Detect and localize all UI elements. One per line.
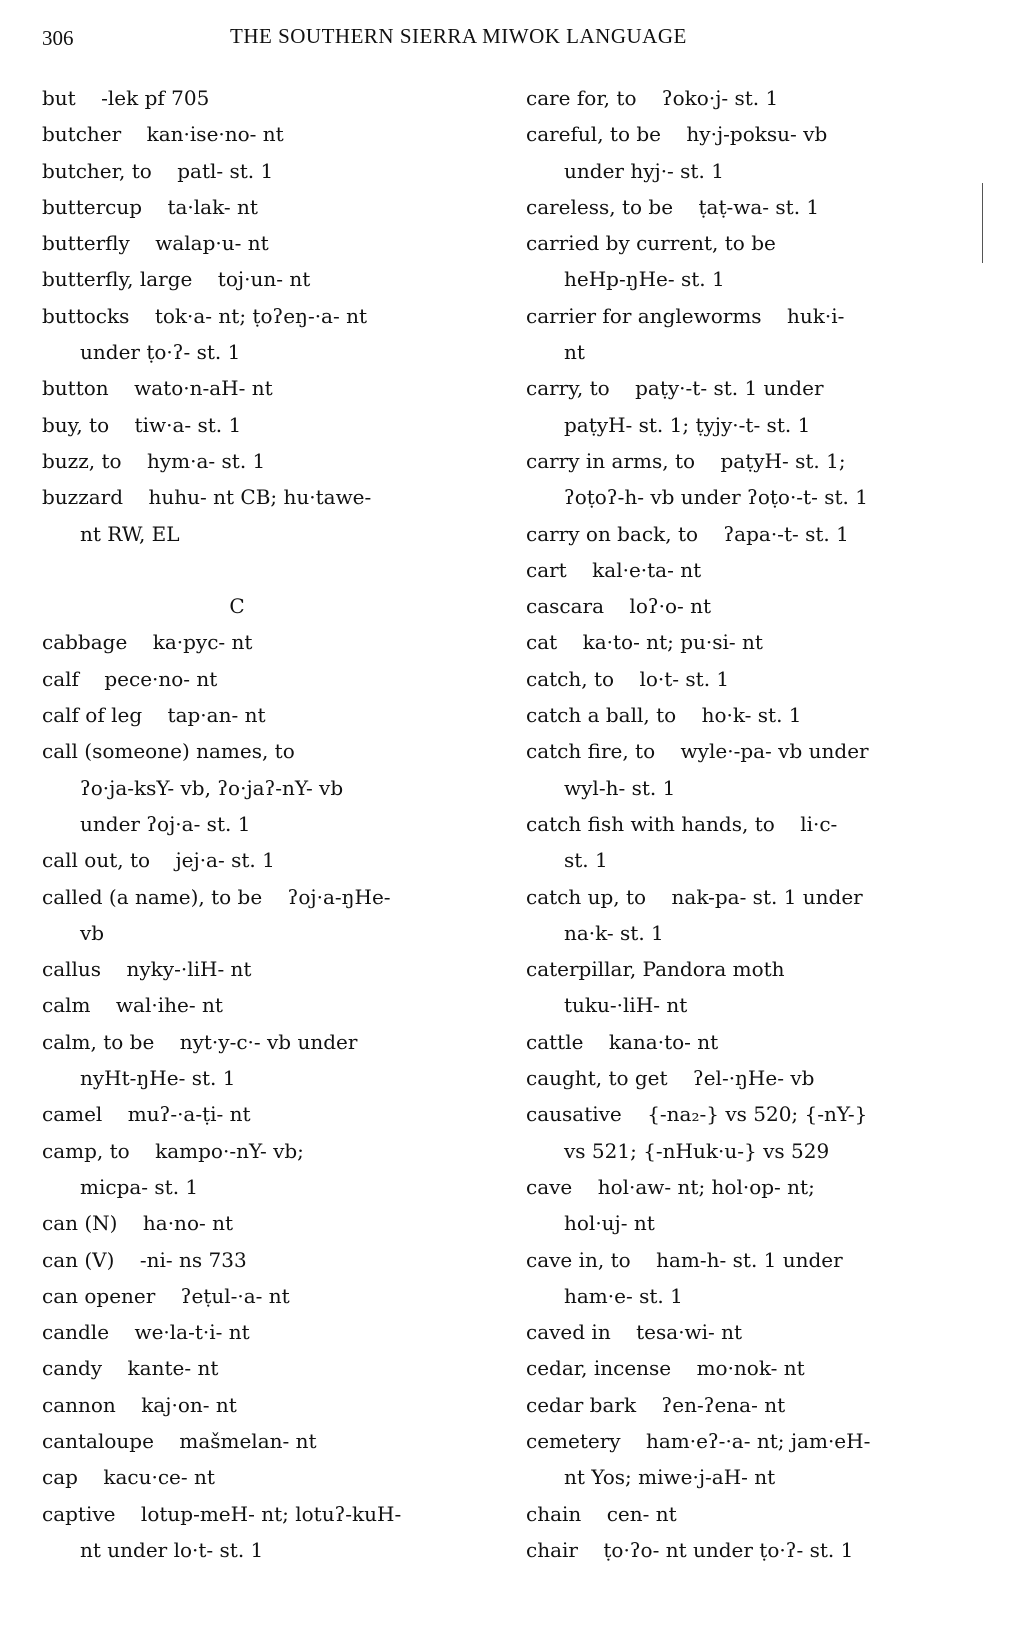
- entry-line: call (someone) names, to: [42, 739, 295, 764]
- entry-line: care for, to ʔoko·j- st. 1: [526, 86, 779, 110]
- entry-line: catch up, to nak-pa- st. 1 under: [526, 884, 863, 909]
- entry-line: candy kante- nt: [42, 1356, 219, 1381]
- entry-continuation: vb: [80, 920, 105, 945]
- entry-line: carry, to paṭy·-t- st. 1 under: [526, 376, 824, 401]
- entry-line: butcher, to patl- st. 1: [42, 158, 274, 183]
- entry-line: carried by current, to be: [526, 231, 776, 256]
- entry-continuation: paṭyH- st. 1; ṭyjy·-t- st. 1: [564, 412, 811, 437]
- entry-continuation: ʔo·ja-ksY- vb, ʔo·jaʔ-nY- vb: [80, 775, 344, 800]
- section-letter-heading: C: [229, 594, 245, 619]
- entry-continuation: under ʔoj·a- st. 1: [80, 811, 251, 836]
- entry-line: catch a ball, to ho·k- st. 1: [526, 703, 802, 728]
- entry-line: cantaloupe mašmelan- nt: [42, 1428, 317, 1453]
- entry-line: catch, to lo·t- st. 1: [526, 666, 730, 691]
- entry-line: cemetery ham·eʔ-·a- nt; jam·eH-: [526, 1428, 871, 1453]
- entry-line: cattle kana·to- nt: [526, 1029, 719, 1054]
- entry-line: buy, to tiw·a- st. 1: [42, 412, 242, 437]
- entry-line: carry in arms, to paṭyH- st. 1;: [526, 448, 846, 473]
- section-spacer: [42, 552, 492, 588]
- entry-line: cedar, incense mo·nok- nt: [526, 1356, 805, 1381]
- entry-continuation: tuku-·liH- nt: [564, 993, 688, 1018]
- entry-continuation: st. 1: [564, 848, 608, 873]
- entry-line: called (a name), to be ʔoj·a-ŋHe-: [42, 884, 391, 909]
- entry-line: butterfly, large toj·un- nt: [42, 267, 311, 292]
- entry-line: buzzard huhu- nt CB; hu·tawe-: [42, 485, 372, 510]
- entry-continuation: micpa- st. 1: [80, 1174, 199, 1199]
- entry-line: careless, to be ṭaṭ-wa- st. 1: [526, 194, 820, 219]
- entry-continuation: nyHt-ŋHe- st. 1: [80, 1066, 236, 1091]
- entry-line: cap kacu·ce- nt: [42, 1465, 215, 1490]
- entry-line: calm wal·ihe- nt: [42, 993, 223, 1018]
- entry-line: catch fish with hands, to li·c-: [526, 811, 838, 836]
- entry-line: calf pece·no- nt: [42, 666, 218, 691]
- entry-line: captive lotup-meH- nt; lotuʔ-kuH-: [42, 1501, 402, 1526]
- entry-line: butterfly walap·u- nt: [42, 231, 269, 256]
- entry-line: cave in, to ham-h- st. 1 under: [526, 1247, 843, 1272]
- entry-line: caught, to get ʔel-·ŋHe- vb: [526, 1066, 815, 1091]
- entry-line: cedar bark ʔen-ʔena- nt: [526, 1392, 786, 1417]
- entry-line: buttocks tok·a- nt; ṭoʔeŋ-·a- nt: [42, 303, 368, 328]
- margin-rule: [982, 183, 983, 263]
- entry-continuation: under ṭo·ʔ- st. 1: [80, 340, 241, 365]
- entry-line: can opener ʔeṭul-·a- nt: [42, 1283, 290, 1308]
- running-title: THE SOUTHERN SIERRA MIWOK LANGUAGE: [230, 24, 687, 48]
- entry-line: but -lek pf 705: [42, 86, 210, 110]
- entry-line: caterpillar, Pandora moth: [526, 957, 785, 982]
- entry-continuation: nt under lo·t- st. 1: [80, 1537, 264, 1562]
- entry-continuation: nt Yos; miwe·j-aH- nt: [564, 1465, 776, 1490]
- entry-line: button wato·n-aH- nt: [42, 376, 273, 401]
- right-column: [526, 80, 986, 1568]
- entry-line: cave hol·aw- nt; hol·op- nt;: [526, 1174, 815, 1199]
- entry-line: cascara loʔ·o- nt: [526, 594, 712, 619]
- entry-line: caved in tesa·wi- nt: [526, 1320, 743, 1345]
- entry-line: calf of leg tap·an- nt: [42, 703, 266, 728]
- entry-line: catch fire, to wyle·-pa- vb under: [526, 739, 869, 764]
- entry-line: call out, to jej·a- st. 1: [42, 848, 275, 873]
- entry-line: cannon kaj·on- nt: [42, 1392, 237, 1417]
- entry-line: carry on back, to ʔapa·-t- st. 1: [526, 521, 849, 546]
- entry-line: carrier for angleworms huk·i-: [526, 303, 845, 328]
- entry-continuation: nt RW, EL: [80, 521, 180, 546]
- entry-line: chair ṭo·ʔo- nt under ṭo·ʔ- st. 1: [526, 1537, 854, 1562]
- entry-line: chain cen- nt: [526, 1501, 677, 1526]
- entry-line: can (V) -ni- ns 733: [42, 1247, 247, 1272]
- entry-continuation: ham·e- st. 1: [564, 1283, 683, 1308]
- entry-line: cart kal·e·ta- nt: [526, 557, 702, 582]
- entry-line: candle we·la-t·i- nt: [42, 1320, 250, 1345]
- page-number: 306: [42, 26, 74, 50]
- entry-continuation: nt: [564, 340, 585, 365]
- entry-line: calm, to be nyt·y-c·- vb under: [42, 1029, 358, 1054]
- entry-line: buzz, to hym·a- st. 1: [42, 448, 266, 473]
- entry-line: camp, to kampo·-nY- vb;: [42, 1138, 304, 1163]
- entry-line: cat ka·to- nt; pu·si- nt: [526, 630, 763, 655]
- entry-line: causative {-na₂-} vs 520; {-nY-}: [526, 1102, 868, 1127]
- left-column: [42, 80, 492, 1568]
- entry-line: buttercup ta·lak- nt: [42, 194, 258, 219]
- entry-continuation: heHp-ŋHe- st. 1: [564, 267, 725, 292]
- entry-line: callus nyky-·liH- nt: [42, 957, 252, 982]
- entry-line: can (N) ha·no- nt: [42, 1211, 234, 1236]
- entry-continuation: hol·uj- nt: [564, 1211, 655, 1236]
- entry-continuation: ʔoṭoʔ-h- vb under ʔoṭo·-t- st. 1: [564, 485, 868, 510]
- entry-line: camel muʔ-·a-ṭi- nt: [42, 1102, 251, 1127]
- entry-continuation: wyl-h- st. 1: [564, 775, 676, 800]
- entry-line: careful, to be hy·j-poksu- vb: [526, 122, 828, 147]
- entry-continuation: under hyj·- st. 1: [564, 158, 724, 183]
- entry-line: cabbage ka·pyc- nt: [42, 630, 253, 655]
- entry-continuation: vs 521; {-nHuk·u-} vs 529: [564, 1138, 830, 1163]
- entry-line: butcher kan·ise·no- nt: [42, 122, 284, 147]
- entry-continuation: na·k- st. 1: [564, 920, 664, 945]
